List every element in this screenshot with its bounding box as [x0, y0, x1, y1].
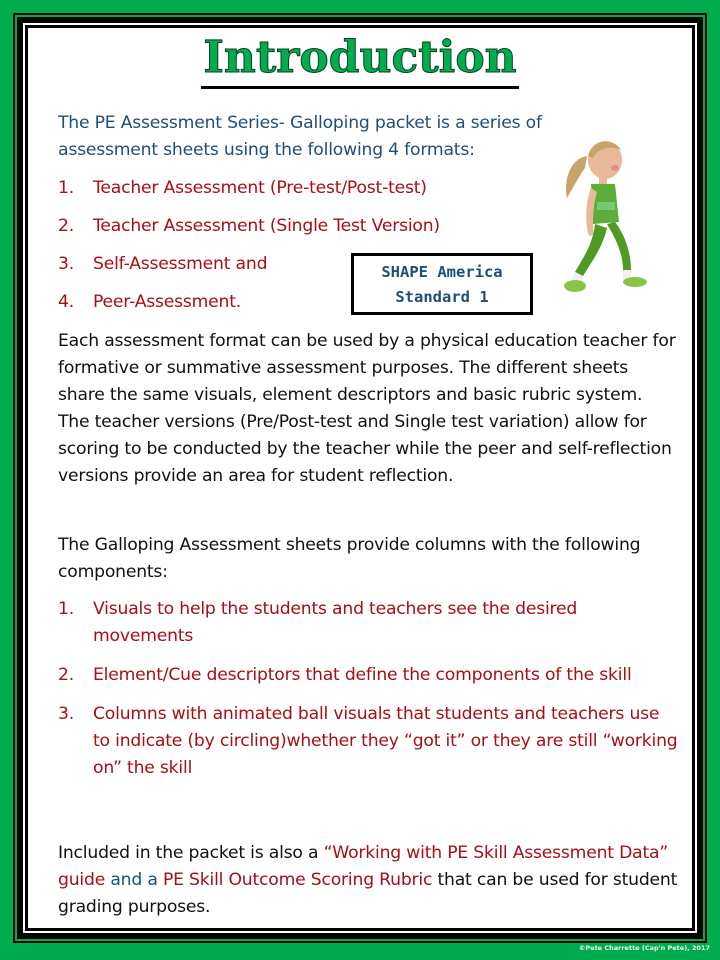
intro-paragraph: The PE Assessment Series- Galloping packet is a series of assessment sheets using the following 4 formats:	[58, 113, 542, 160]
component-item	[58, 662, 678, 689]
list-number: 1.	[58, 178, 74, 198]
standard-line-1: SHAPE America	[381, 263, 503, 281]
format-item	[58, 175, 538, 213]
rubric-title: PE Skill Outcome Scoring Rubric	[162, 870, 433, 890]
format-item	[58, 213, 538, 251]
usage-paragraph: Each assessment format can be used by a physical education teacher for formative or summative assessment purposes. The different sheets share the same visuals, element descriptors and basic rubric system. The teacher versions (Pre/Post-test and Single test variation) allow for scoring to be conducted by the teacher while the peer and self-reflection versions provide an area for student reflection.	[58, 331, 676, 486]
closing-text-3: that can be used for student grading purposes.	[58, 870, 678, 917]
list-text: Element/Cue descriptors that define the components of the skill	[93, 665, 632, 685]
page-title: Introduction	[201, 32, 518, 89]
component-item	[58, 701, 678, 782]
list-number: 3.	[58, 704, 74, 724]
copyright-notice: ©Pete Charrette (Cap'n Pete), 2017	[578, 944, 710, 952]
title-container	[28, 28, 692, 89]
closing-paragraph	[58, 840, 678, 921]
list-text: Columns with animated ball visuals that students and teachers use to indicate (by circling)whether they “got it” or they are still “working on” the skill	[93, 704, 678, 778]
standard-line-2: Standard 1	[395, 288, 489, 306]
components-list	[58, 596, 678, 794]
list-number: 3.	[58, 254, 74, 274]
columns-paragraph: The Galloping Assessment sheets provide columns with the following components:	[58, 535, 641, 582]
list-text: Self-Assessment and	[93, 254, 268, 274]
component-item	[58, 596, 678, 650]
document-page	[28, 28, 692, 928]
list-text: Teacher Assessment (Single Test Version)	[93, 216, 440, 236]
list-text: Peer-Assessment.	[93, 292, 242, 312]
galloping-girl-icon	[553, 128, 653, 303]
guide-title: “Working with PE Skill Assessment Data” guide	[58, 843, 669, 890]
list-text: Teacher Assessment (Pre-test/Post-test)	[93, 178, 427, 198]
closing-text-2: and a	[105, 870, 163, 890]
closing-text-1: Included in the packet is also a	[58, 843, 324, 863]
list-number: 4.	[58, 292, 74, 312]
standard-box	[351, 253, 533, 315]
list-number: 2.	[58, 665, 74, 685]
list-number: 1.	[58, 599, 74, 619]
list-number: 2.	[58, 216, 74, 236]
list-text: Visuals to help the students and teachers see the desired movements	[93, 599, 578, 646]
